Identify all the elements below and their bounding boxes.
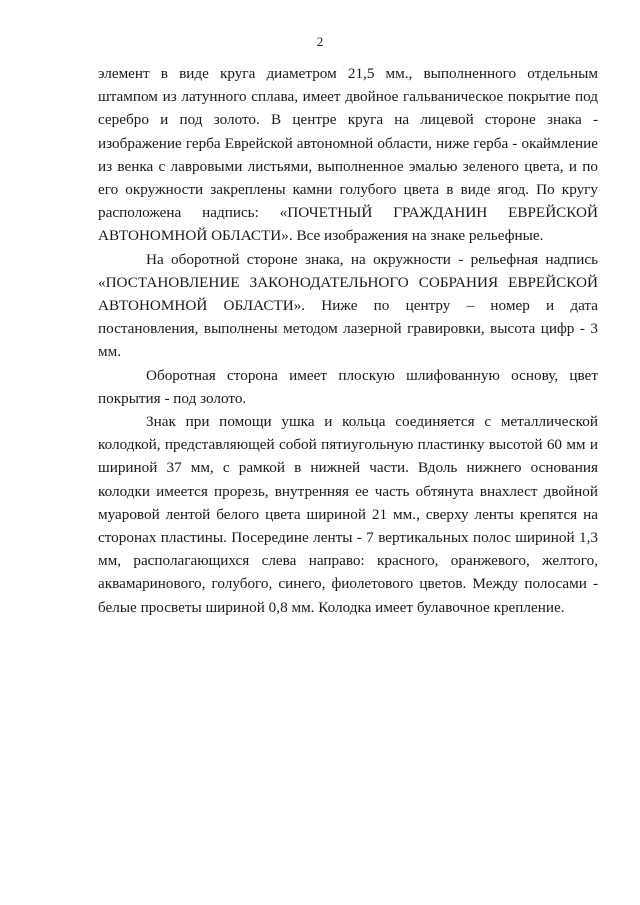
document-body — [98, 62, 598, 619]
paragraph-badge-reverse-surface: Оборотная сторона имеет плоскую шлифованную основу, цвет покрытия - под золото. — [98, 366, 598, 407]
page-number: 2 — [316, 34, 324, 49]
paragraph-badge-ribbon-block: Знак при помощи ушка и кольца соединяется с металлической колодкой, представляющей собой пятиугольную пластинку высотой 60 мм и шириной 37 мм, с рамкой в нижней части. Вдоль нижнего основания колодки имеется прорезь, внутренняя ее часть обтянута внахлест двойной муаровой лентой белого цвета шириной 21 мм., сверху ленты крепятся на сторонах пластины. Посередине ленты - 7 вертикальных полос шириной 1,3 мм, располагающихся слева направо: красного, оранжевого, желтого, аквамаринового, голубого, синего, фиолетового цветов. Между полосами - белые просветы шириной 0,8 мм. Колодка имеет булавочное крепление. — [98, 413, 598, 616]
paragraph-badge-reverse-inscription: На оборотной стороне знака, на окружности - рельефная надпись «ПОСТАНОВЛЕНИЕ ЗАКОНОДАТЕЛЬНОГО СОБРАНИЯ ЕВРЕЙСКОЙ АВТОНОМНОЙ ОБЛАСТИ». Ниже по центру – номер и дата постановления, выполнены методом лазерной гравировки, высота цифр - 3 мм. — [98, 250, 598, 361]
paragraph-badge-front: элемент в виде круга диаметром 21,5 мм., выполненного отдельным штампом из латунного сплава, имеет двойное гальваническое покрытие под серебро и под золото. В центре круга на лицевой стороне знака - изображение герба Еврейской автономной области, ниже герба - окаймление из венка с лавровыми листьями, выполненное эмалью зеленого цвета, и по его окружности закреплены камни голубого цвета в виде ягод. По кругу расположена надпись: «ПОЧЕТНЫЙ ГРАЖДАНИН ЕВРЕЙСКОЙ АВТОНОМНОЙ ОБЛАСТИ». Все изображения на знаке рельефные. — [98, 65, 598, 245]
